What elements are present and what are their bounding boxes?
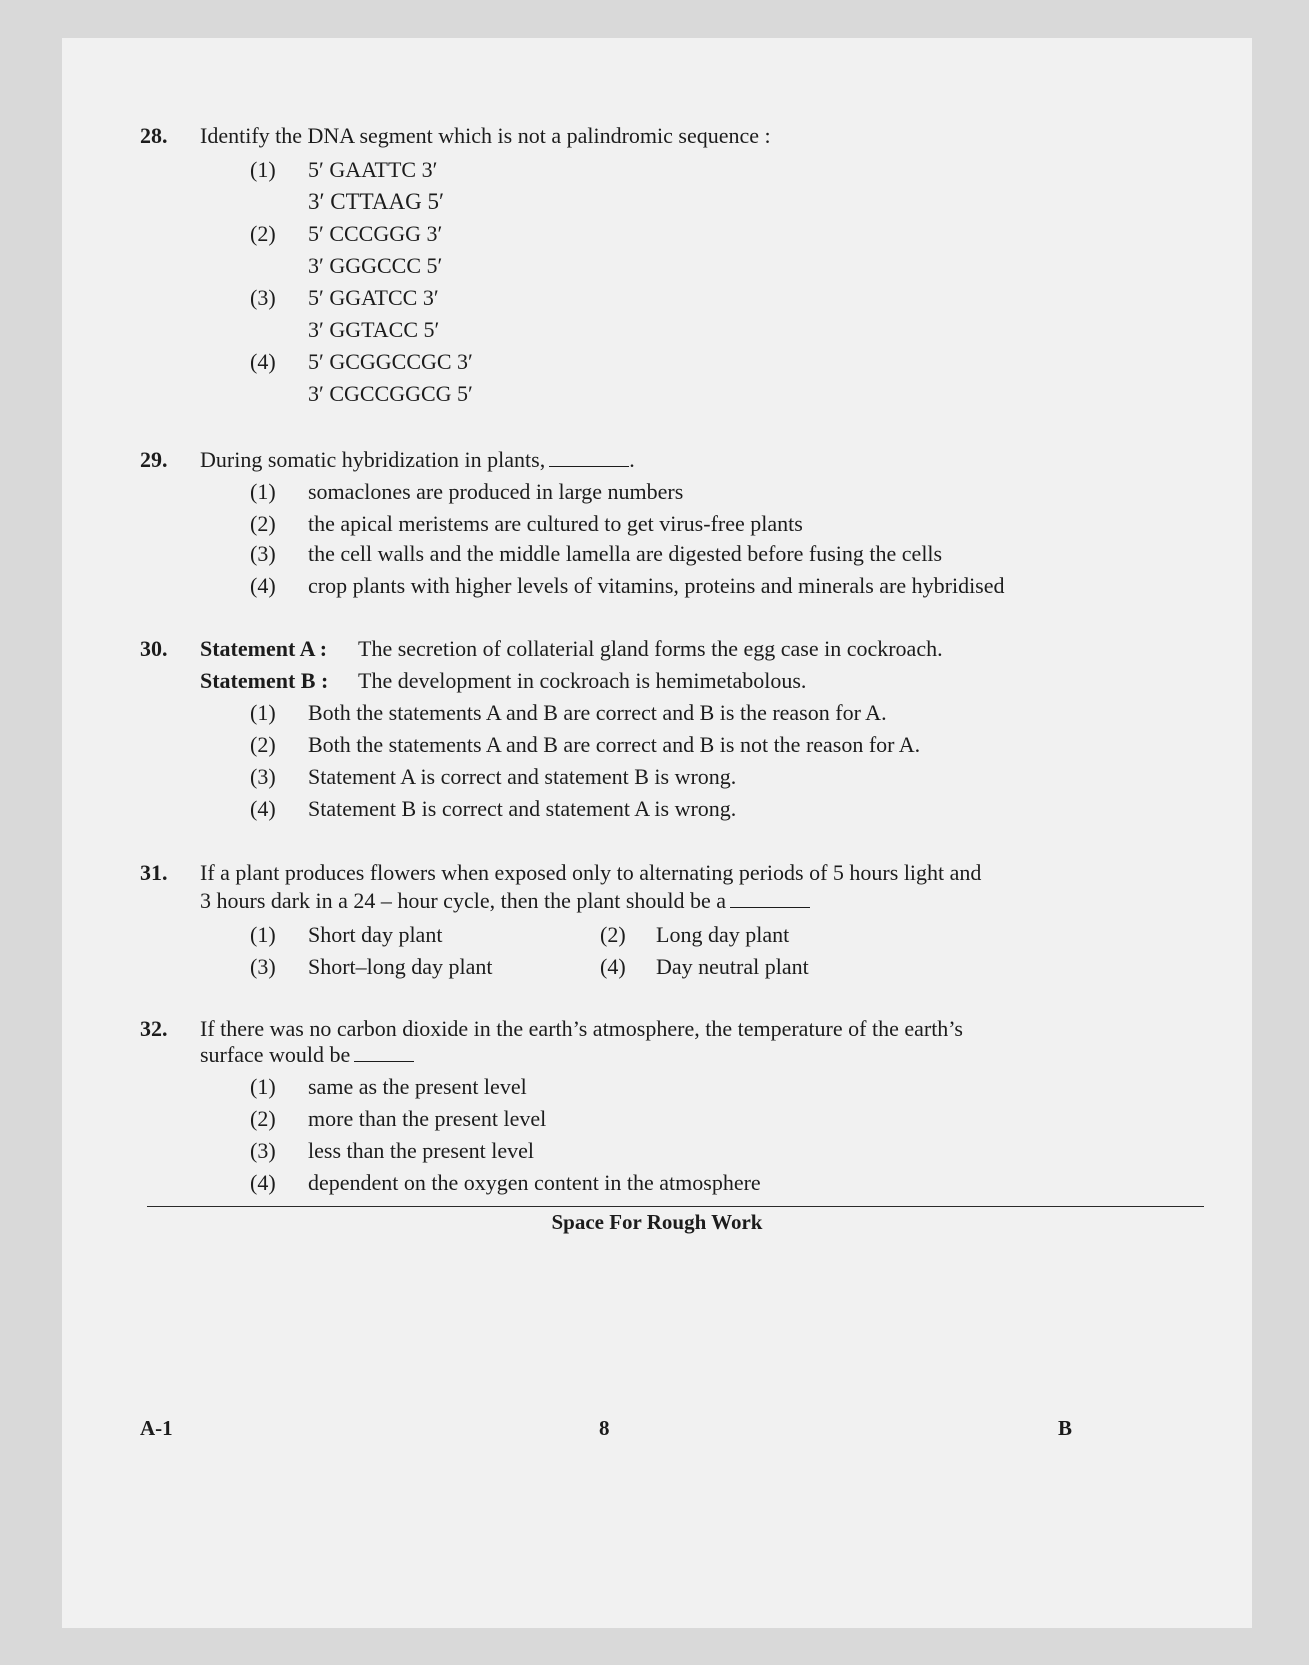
statement-a xyxy=(200,633,327,665)
question-number: 30. xyxy=(140,636,168,661)
option-label: (2) xyxy=(250,221,276,246)
option-label: (1) xyxy=(250,1074,276,1099)
answer-blank xyxy=(354,1041,414,1062)
question-number: 31. xyxy=(140,860,168,885)
option-label: (4) xyxy=(250,349,276,374)
option-label: (3) xyxy=(250,285,276,310)
option-text: dependent on the oxygen content in the atmosphere xyxy=(308,1170,761,1195)
option-label: (4) xyxy=(600,954,626,979)
statement-b-text: The development in cockroach is hemimetabolous. xyxy=(358,668,807,693)
answer-blank xyxy=(730,887,810,908)
option-text: less than the present level xyxy=(308,1138,535,1163)
question-number: 32. xyxy=(140,1016,168,1041)
option-label: (1) xyxy=(250,700,276,725)
option-text: Both the statements A and B are correct and B is the reason for A. xyxy=(308,700,887,725)
answer-blank xyxy=(549,446,629,467)
rough-work-heading: Space For Rough Work xyxy=(551,1210,763,1234)
exam-page xyxy=(62,38,1252,1628)
option-label: (3) xyxy=(250,541,276,566)
option-label: (4) xyxy=(250,796,276,821)
option-text-line2: 3′ CGCCGGCG 5′ xyxy=(308,381,473,406)
page-number: 8 xyxy=(599,1416,610,1440)
option-label: (3) xyxy=(250,954,276,979)
question-number: 29. xyxy=(140,447,168,472)
question-28 xyxy=(140,120,1240,450)
statement-a-text: The secretion of collaterial gland forms the egg case in cockroach. xyxy=(358,636,943,661)
option-text: Short day plant xyxy=(308,922,443,947)
option-text: same as the present level xyxy=(308,1074,527,1099)
question-30 xyxy=(140,633,1240,833)
option-text: Statement A is correct and statement B is wrong. xyxy=(308,764,737,789)
option-text-line2: 3′ GGTACC 5′ xyxy=(308,317,440,342)
option-text: somaclones are produced in large numbers xyxy=(308,479,684,504)
question-stem-line2: surface would be xyxy=(200,1039,414,1071)
option-label: (4) xyxy=(250,573,276,598)
option-text-line2: 3′ CTTAAG 5′ xyxy=(308,189,444,214)
option-text: Short–long day plant xyxy=(308,954,493,979)
question-29 xyxy=(140,444,1240,614)
option-text: 5′ GAATTC 3′ xyxy=(308,157,438,182)
question-32 xyxy=(140,1013,1240,1193)
question-stem-line2: 3 hours dark in a 24 – hour cycle, then the plant should be a xyxy=(200,885,810,917)
statement-a-label: Statement A : xyxy=(200,636,328,661)
option-label: (2) xyxy=(250,1106,276,1131)
footer-set: B xyxy=(1058,1416,1073,1440)
question-stem: During somatic hybridization in plants, . xyxy=(200,447,635,472)
option-text-line2: 3′ GGGCCC 5′ xyxy=(308,253,443,278)
option-text: the cell walls and the middle lamella are digested before fusing the cells xyxy=(308,541,943,566)
question-number: 28. xyxy=(140,123,168,148)
option-text: 5′ CCCGGG 3′ xyxy=(308,221,443,246)
statement-b xyxy=(200,665,328,697)
option-text: Day neutral plant xyxy=(656,954,809,979)
question-31 xyxy=(140,857,1240,997)
option-label: (1) xyxy=(250,922,276,947)
footer-code: A-1 xyxy=(140,1416,173,1440)
question-stem-line1: If a plant produces flowers when exposed only to alternating periods of 5 hours light and xyxy=(200,860,982,885)
statement-b-label: Statement B : xyxy=(200,668,329,693)
option-text: the apical meristems are cultured to get virus-free plants xyxy=(308,511,803,536)
option-text: 5′ GGATCC 3′ xyxy=(308,285,439,310)
option-text: Statement B is correct and statement A is wrong. xyxy=(308,796,737,821)
option-label: (2) xyxy=(250,732,276,757)
option-text: more than the present level xyxy=(308,1106,547,1131)
option-text: crop plants with higher levels of vitamins, proteins and minerals are hybridised xyxy=(308,573,1005,598)
question-stem-line1: If there was no carbon dioxide in the earth’s atmosphere, the temperature of the earth’s xyxy=(200,1016,963,1041)
option-label: (3) xyxy=(250,764,276,789)
option-label: (1) xyxy=(250,157,276,182)
option-label: (3) xyxy=(250,1138,276,1163)
option-label: (2) xyxy=(600,922,626,947)
option-text: Both the statements A and B are correct and B is not the reason for A. xyxy=(308,732,921,757)
option-text: 5′ GCGGCCGC 3′ xyxy=(308,349,473,374)
question-stem: Identify the DNA segment which is not a palindromic sequence : xyxy=(200,123,771,148)
option-label: (1) xyxy=(250,479,276,504)
divider-line xyxy=(147,1206,1204,1207)
option-label: (2) xyxy=(250,511,276,536)
option-text: Long day plant xyxy=(656,922,790,947)
option-label: (4) xyxy=(250,1170,276,1195)
